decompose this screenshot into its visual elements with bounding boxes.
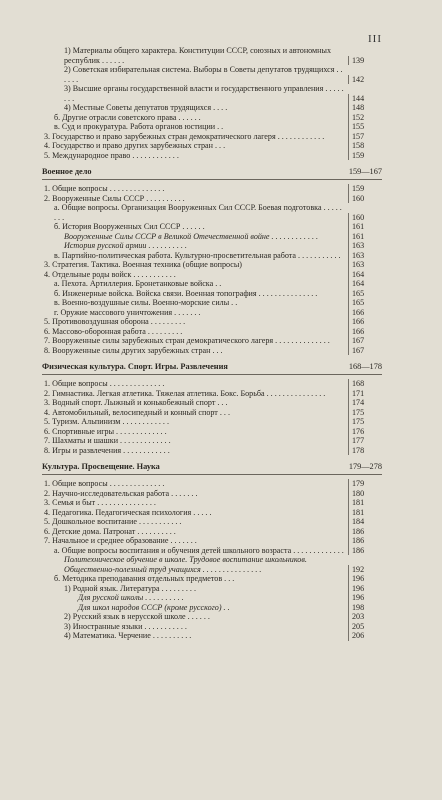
toc-entry-page: 192 bbox=[348, 565, 382, 575]
toc-entry-page: 181 bbox=[348, 508, 382, 518]
toc-entry-title: б. История Вооруженных Сил СССР . . . . . . bbox=[54, 222, 205, 231]
toc-entry-title: 5. Международное право . . . . . . . . . . . . bbox=[44, 150, 179, 160]
toc-entry-title: в. Суд и прокуратура. Работа органов юстиции . . bbox=[54, 122, 224, 131]
toc-entry bbox=[42, 122, 382, 132]
toc-entry bbox=[42, 398, 382, 408]
toc-entry-title: 2. Вооруженные Силы СССР . . . . . . . . . . bbox=[44, 193, 185, 203]
toc-entry-title: 3. Водный спорт. Лыжный и конькобежный спорт . . . bbox=[44, 398, 228, 407]
section-heading bbox=[42, 166, 382, 180]
toc-entry bbox=[42, 336, 382, 346]
toc-entry-page: 203 bbox=[348, 612, 382, 622]
toc-entry-title: в. Военно-воздушные силы. Военно-морские силы . . bbox=[54, 298, 238, 307]
toc-entry-title: 3. Стратегия. Тактика. Военная техника (общие вопросы) bbox=[44, 260, 242, 269]
toc-entry-page: 158 bbox=[348, 141, 382, 151]
toc-entry bbox=[42, 251, 382, 261]
toc-entry-page: 163 bbox=[348, 241, 382, 251]
toc-entry bbox=[42, 517, 382, 527]
toc-entry-title: Политехническое обучение в школе. Трудовое воспитание школьников. Общественно-полезный труд учащихся . . . . . . . . . . . . . . . bbox=[64, 555, 307, 574]
toc-entry bbox=[42, 203, 382, 222]
toc-entry-title: 4) Математика. Черчение . . . . . . . . . . bbox=[64, 631, 192, 640]
toc-entry-page: 144 bbox=[348, 94, 382, 104]
toc-entry bbox=[42, 222, 382, 232]
toc-entry bbox=[42, 631, 382, 641]
toc-entry-page: 166 bbox=[348, 317, 382, 327]
toc-entry-title: 7. Шахматы и шашки . . . . . . . . . . . . . bbox=[44, 436, 171, 445]
toc-entry-title: 1. Общие вопросы . . . . . . . . . . . . . . bbox=[44, 184, 165, 193]
toc-entry-title: История русской армии . . . . . . . . . . bbox=[64, 241, 187, 250]
toc-entry-page: 176 bbox=[348, 427, 382, 437]
toc-entry bbox=[42, 612, 382, 622]
toc-entry-page: 161 bbox=[348, 222, 382, 232]
toc-entry bbox=[42, 489, 382, 499]
toc-entry-page: 163 bbox=[348, 260, 382, 270]
toc-entry-page: 174 bbox=[348, 398, 382, 408]
section-title: Физическая культура. Спорт. Игры. Развлечения bbox=[42, 362, 228, 371]
toc-entry-title: 4. Педагогика. Педагогическая психология . . . . . bbox=[44, 507, 212, 517]
toc-entry bbox=[42, 603, 382, 613]
toc-entry-title: б. Инженерные войска. Войска связи. Военная топография . . . . . . . . . . . . . . . bbox=[54, 288, 318, 298]
toc-entry bbox=[42, 417, 382, 427]
toc-entry-title: 4) Местные Советы депутатов трудящихся . . . . bbox=[64, 103, 228, 112]
section-title: Культура. Просвещение. Наука bbox=[42, 462, 160, 471]
toc-entry-title: 1. Общие вопросы . . . . . . . . . . . . . . bbox=[44, 479, 165, 488]
toc-entry bbox=[42, 308, 382, 318]
toc-entry-page: 206 bbox=[348, 631, 382, 641]
toc-entry bbox=[42, 270, 382, 280]
toc-entry-title: 3) Высшие органы государственной власти и государственного управления . . . . . . . . bbox=[64, 84, 344, 103]
toc-section bbox=[42, 361, 382, 455]
toc-entry bbox=[42, 389, 382, 399]
toc-entry-page: 205 bbox=[348, 622, 382, 632]
toc-entry-title: а. Общие вопросы. Организация Вооруженных Сил СССР. Боевая подготовка . . . . . . . . bbox=[54, 203, 342, 222]
toc-entry-title: 2. Гимнастика. Легкая атлетика. Тяжелая атлетика. Бокс. Борьба . . . . . . . . . . . . . . . bbox=[44, 388, 326, 398]
toc-entry-page: 167 bbox=[348, 346, 382, 356]
toc-entry bbox=[42, 527, 382, 537]
toc-entry bbox=[42, 536, 382, 546]
toc-entry-page: 165 bbox=[348, 289, 382, 299]
toc-entry-title: 6. Спортивные игры . . . . . . . . . . . . . bbox=[44, 426, 167, 436]
toc-entry-page: 164 bbox=[348, 270, 382, 280]
toc-entry-title: 8. Вооруженные силы других зарубежных стран . . . bbox=[44, 345, 223, 355]
toc-entry-page: 159 bbox=[348, 184, 382, 194]
toc-entry bbox=[42, 194, 382, 204]
toc-entry-page: 184 bbox=[348, 517, 382, 527]
toc-entry bbox=[42, 151, 382, 161]
toc-entry bbox=[42, 113, 382, 123]
toc-entry-title: 4. Автомобильный, велосипедный и конный спорт . . . bbox=[44, 407, 230, 417]
toc-entry-page: 171 bbox=[348, 389, 382, 399]
section-page-range: 179—278 bbox=[348, 462, 382, 471]
toc-entry bbox=[42, 479, 382, 489]
toc-entry-page: 196 bbox=[348, 593, 382, 603]
toc-entry-title: 1) Материалы общего характера. Конституции СССР, союзных и автономных республик . . . . . . bbox=[64, 46, 331, 65]
toc-entry-title: 8. Игры и развлечения . . . . . . . . . . . . bbox=[44, 445, 170, 455]
toc-entry bbox=[42, 132, 382, 142]
toc-section bbox=[42, 461, 382, 641]
toc-entry-page: 152 bbox=[348, 113, 382, 123]
toc-entry bbox=[42, 327, 382, 337]
toc-entry bbox=[42, 498, 382, 508]
toc-entry-page: 175 bbox=[348, 417, 382, 427]
toc-entry-title: Для русской школы . . . . . . . . . . bbox=[78, 593, 184, 602]
toc-entry-page: 142 bbox=[348, 75, 382, 85]
toc-entry bbox=[42, 508, 382, 518]
toc-entry-page: 159 bbox=[348, 151, 382, 161]
toc-entry-title: 3) Иностранные языки . . . . . . . . . . . bbox=[64, 621, 187, 631]
toc-entry-page: 186 bbox=[348, 527, 382, 537]
toc-entry-title: 3. Государство и право зарубежных стран демократического лагеря . . . . . . . . . . . . bbox=[44, 131, 325, 141]
toc-entry-title: Для школ народов СССР (кроме русского) . . bbox=[78, 602, 230, 612]
section-page-range: 168—178 bbox=[348, 362, 382, 371]
toc-entry-title: 4. Государство и право других зарубежных стран . . . bbox=[44, 141, 226, 150]
section-heading bbox=[42, 461, 382, 475]
toc-entry-page: 167 bbox=[348, 336, 382, 346]
toc-entry-page: 160 bbox=[348, 213, 382, 223]
toc-entry bbox=[42, 427, 382, 437]
toc-entry-title: 7. Начальное и среднее образование . . . . . . . bbox=[44, 536, 197, 545]
toc-entry bbox=[42, 555, 382, 574]
toc-entry-page: 148 bbox=[348, 103, 382, 113]
toc-entry-page: 168 bbox=[348, 379, 382, 389]
toc-entry-title: а. Пехота. Артиллерия. Бронетанковые войска . . bbox=[54, 279, 222, 288]
toc-entry-title: 7. Вооруженные силы зарубежных стран демократического лагеря . . . . . . . . . . . . . . bbox=[44, 336, 330, 345]
page-number: III bbox=[368, 33, 382, 45]
toc-entry bbox=[42, 184, 382, 194]
toc-section bbox=[42, 46, 382, 160]
toc-entry bbox=[42, 446, 382, 456]
toc-entry-page: 155 bbox=[348, 122, 382, 132]
toc-entry bbox=[42, 46, 382, 65]
section-heading bbox=[42, 361, 382, 375]
toc-entry-page: 180 bbox=[348, 489, 382, 499]
toc-entry-title: 4. Отдельные роды войск . . . . . . . . . . . bbox=[44, 269, 176, 279]
toc-entry-page: 166 bbox=[348, 308, 382, 318]
toc-entry-page: 157 bbox=[348, 132, 382, 142]
section-page-range: 159—167 bbox=[348, 167, 382, 176]
toc-entry bbox=[42, 584, 382, 594]
toc-entry bbox=[42, 84, 382, 103]
toc-entry-title: в. Партийно-политическая работа. Культурно-просветительная работа . . . . . . . . . . . bbox=[54, 250, 341, 260]
toc-entry-title: б. Методика преподавания отдельных предметов . . . bbox=[54, 574, 235, 583]
toc-entry-title: г. Оружие массового уничтожения . . . . . . . bbox=[54, 307, 201, 317]
toc-entry-title: Вооруженные Силы СССР в Великой Отечественной войне . . . . . . . . . . . . bbox=[64, 231, 319, 241]
table-of-contents bbox=[42, 46, 382, 641]
toc-entry bbox=[42, 141, 382, 151]
toc-section bbox=[42, 166, 382, 355]
toc-entry-title: 2. Научно-исследовательская работа . . . . . . . bbox=[44, 488, 198, 498]
toc-entry-title: 5. Противовоздушная оборона . . . . . . . . . bbox=[44, 317, 186, 326]
section-title: Военное дело bbox=[42, 167, 92, 176]
toc-entry-title: 5. Туризм. Альпинизм . . . . . . . . . . . . bbox=[44, 417, 169, 426]
toc-entry bbox=[42, 289, 382, 299]
toc-entry-page: 196 bbox=[348, 574, 382, 584]
toc-entry bbox=[42, 260, 382, 270]
toc-entry-title: 3. Семья и быт . . . . . . . . . . . . . . . bbox=[44, 498, 156, 507]
toc-entry bbox=[42, 232, 382, 242]
toc-entry bbox=[42, 574, 382, 584]
toc-entry-page: 179 bbox=[348, 479, 382, 489]
toc-entry-page: 186 bbox=[348, 546, 382, 556]
toc-entry bbox=[42, 65, 382, 84]
toc-entry bbox=[42, 436, 382, 446]
toc-entry-page: 164 bbox=[348, 279, 382, 289]
toc-entry-title: 2) Русский язык в нерусской школе . . . . . . bbox=[64, 612, 210, 621]
toc-entry-page: 160 bbox=[348, 194, 382, 204]
toc-entry bbox=[42, 103, 382, 113]
toc-entry bbox=[42, 593, 382, 603]
toc-entry-title: 1) Родной язык. Литература . . . . . . . . . bbox=[64, 583, 196, 593]
toc-entry bbox=[42, 346, 382, 356]
toc-entry-title: 2) Советская избирательная система. Выборы в Советы депутатов трудящихся . . . . . . bbox=[64, 65, 343, 84]
toc-entry-page: 177 bbox=[348, 436, 382, 446]
toc-entry-page: 161 bbox=[348, 232, 382, 242]
toc-entry-page: 163 bbox=[348, 251, 382, 261]
toc-entry bbox=[42, 298, 382, 308]
toc-entry bbox=[42, 379, 382, 389]
toc-entry-page: 139 bbox=[348, 56, 382, 66]
toc-entry-page: 198 bbox=[348, 603, 382, 613]
toc-entry-page: 165 bbox=[348, 298, 382, 308]
toc-entry-title: б. Другие отрасли советского права . . . . . . bbox=[54, 112, 201, 122]
toc-entry-page: 175 bbox=[348, 408, 382, 418]
toc-entry bbox=[42, 279, 382, 289]
toc-entry bbox=[42, 408, 382, 418]
toc-entry bbox=[42, 241, 382, 251]
toc-entry bbox=[42, 546, 382, 556]
toc-entry bbox=[42, 622, 382, 632]
toc-entry-page: 181 bbox=[348, 498, 382, 508]
toc-entry-page: 196 bbox=[348, 584, 382, 594]
toc-entry-page: 186 bbox=[348, 536, 382, 546]
toc-entry-title: 5. Дошкольное воспитание . . . . . . . . . . . bbox=[44, 517, 182, 526]
toc-entry-page: 178 bbox=[348, 446, 382, 456]
toc-entry-page: 166 bbox=[348, 327, 382, 337]
toc-entry-title: 6. Детские дома. Патронат . . . . . . . . . . bbox=[44, 526, 176, 536]
toc-entry-title: 6. Массово-оборонная работа . . . . . . . . . bbox=[44, 326, 183, 336]
toc-entry-title: а. Общие вопросы воспитания и обучения детей школьного возраста . . . . . . . . . . . . . bbox=[54, 545, 344, 555]
toc-entry-title: 1. Общие вопросы . . . . . . . . . . . . . . bbox=[44, 379, 165, 388]
toc-entry bbox=[42, 317, 382, 327]
